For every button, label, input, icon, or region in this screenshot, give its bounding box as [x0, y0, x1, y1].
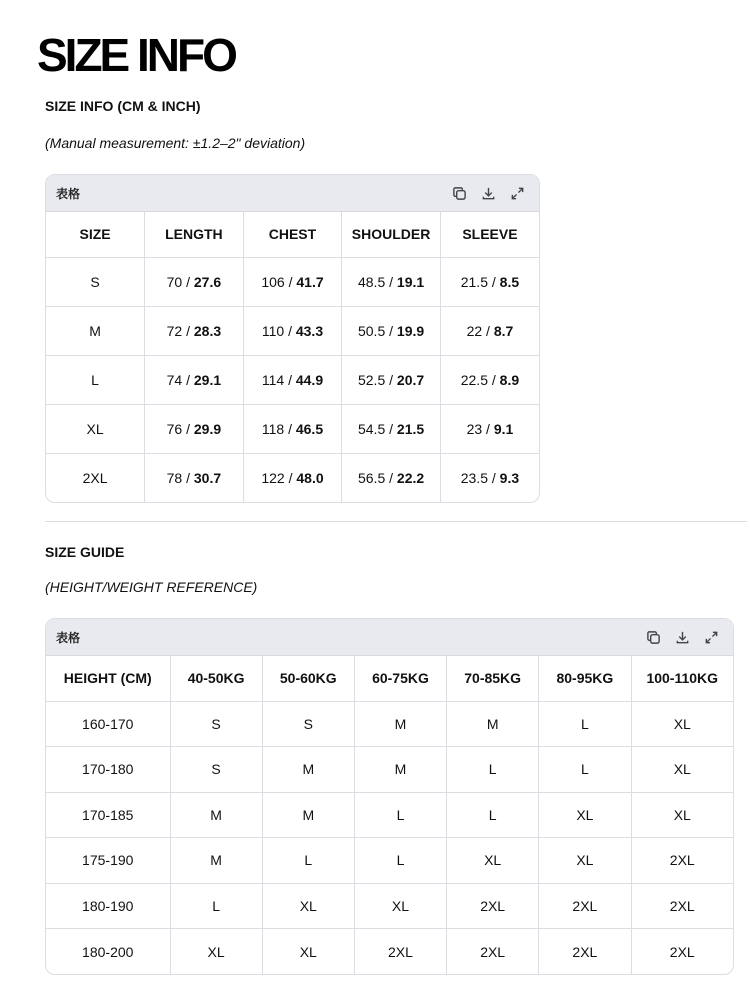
column-header: SIZE [46, 212, 145, 257]
section-divider [45, 521, 747, 522]
size-guide-table [46, 656, 733, 974]
size-info-note: (Manual measurement: ±1.2–2" deviation) [45, 135, 306, 151]
inch-value: 9.1 [493, 420, 514, 437]
size-cell: 2XL [354, 929, 446, 975]
size-cell: 2XL [631, 838, 733, 884]
inch-value: 21.5 [396, 420, 425, 437]
expand-icon[interactable] [701, 627, 721, 647]
inch-value: 46.5 [295, 420, 324, 437]
column-header: CHEST [243, 212, 342, 257]
column-header: 70-85KG [447, 656, 539, 701]
size-cell: XL [354, 883, 446, 929]
cm-value: 114 [261, 371, 285, 388]
cm-value: 21.5 [460, 273, 488, 290]
size-cell: M [262, 792, 354, 838]
size-cell: S [262, 701, 354, 747]
table-row [46, 883, 733, 929]
cm-value: 74 [166, 371, 183, 388]
table-header-bar [46, 619, 733, 656]
size-cell: M [447, 701, 539, 747]
table-label: 表格 [56, 186, 81, 201]
size-info-heading: SIZE INFO (CM & INCH) [45, 98, 201, 114]
table-row [46, 929, 733, 975]
expand-icon[interactable] [507, 183, 527, 203]
cm-value: 22.5 [460, 371, 488, 388]
measurement-cell: 56.5 / 22.2 [342, 453, 441, 502]
measurement-cell: 118 / 46.5 [243, 404, 342, 453]
size-cell: S [170, 747, 262, 793]
inch-value: 43.3 [295, 322, 324, 339]
cm-value: 118 [261, 420, 285, 437]
cm-value: 122 [261, 469, 285, 486]
table-row [46, 257, 539, 306]
table-toolbar [643, 627, 721, 647]
column-header: LENGTH [145, 212, 244, 257]
inch-value: 19.9 [396, 322, 425, 339]
measurement-cell: 23.5 / 9.3 [460, 469, 520, 486]
measurement-cell: 76 / 29.9 [145, 404, 244, 453]
column-header: 100-110KG [631, 656, 733, 701]
column-header: 40-50KG [170, 656, 262, 701]
inch-value: 41.7 [296, 273, 324, 290]
measurement-cell: 78 / 30.7 [145, 453, 244, 502]
size-cell: XL [170, 929, 262, 975]
size-cell: S [46, 257, 145, 306]
copy-icon[interactable] [643, 627, 663, 647]
cm-value: 50.5 [357, 322, 386, 339]
size-info-table [46, 212, 539, 502]
cm-value: 78 [166, 469, 183, 486]
measurement-cell: 70 / 27.6 [145, 257, 244, 306]
table-toolbar [449, 183, 527, 203]
size-cell: L [354, 792, 446, 838]
size-guide-heading: SIZE GUIDE [45, 544, 125, 560]
copy-icon[interactable] [449, 183, 469, 203]
size-cell: 2XL [669, 943, 695, 960]
size-cell: XL [631, 792, 733, 838]
inch-value: 19.1 [396, 273, 425, 290]
size-cell: XL [262, 929, 354, 975]
size-cell: L [354, 838, 446, 884]
column-header: 60-75KG [354, 656, 446, 701]
measurement-cell: 106 / 41.7 [243, 257, 342, 306]
cm-value: 23.5 [460, 469, 488, 486]
column-header: HEIGHT (CM) [46, 656, 170, 701]
size-cell: L [262, 838, 354, 884]
cm-value: 48.5 [357, 273, 386, 290]
measurement-cell: 22 / 8.7 [440, 306, 539, 355]
height-cell: 175-190 [46, 838, 170, 884]
inch-value: 44.9 [295, 371, 324, 388]
cm-value: 54.5 [357, 420, 386, 437]
size-cell: XL [631, 701, 733, 747]
column-header: SHOULDER [342, 212, 441, 257]
size-cell: 2XL [539, 929, 631, 975]
size-cell: M [170, 792, 262, 838]
size-cell: M [354, 701, 446, 747]
measurement-cell: 122 / 48.0 [243, 453, 342, 502]
measurement-cell: 21.5 / 8.5 [440, 257, 539, 306]
measurement-cell: 23 / 9.1 [440, 404, 539, 453]
cm-value: 76 [166, 420, 183, 437]
cm-value: 110 [261, 322, 285, 339]
table-row [46, 701, 733, 747]
inch-value: 8.5 [499, 273, 520, 290]
table-row [46, 453, 539, 502]
inch-value: 27.6 [193, 273, 222, 290]
size-cell: XL [539, 792, 631, 838]
measurement-cell: 50.5 / 19.9 [342, 306, 441, 355]
cm-value: 23 [466, 420, 483, 437]
column-header: 50-60KG [262, 656, 354, 701]
inch-value: 8.9 [499, 371, 520, 388]
table-label: 表格 [56, 630, 81, 645]
download-icon[interactable] [478, 183, 498, 203]
measurement-cell: 114 / 44.9 [243, 355, 342, 404]
size-cell: M [46, 306, 145, 355]
inch-value: 30.7 [193, 469, 222, 486]
height-cell: 170-180 [46, 747, 170, 793]
height-cell: 170-185 [46, 792, 170, 838]
column-header: SLEEVE [440, 212, 539, 257]
inch-value: 22.2 [396, 469, 425, 486]
size-cell: XL [539, 838, 631, 884]
inch-value: 48.0 [296, 469, 324, 486]
size-cell: 2XL [46, 453, 145, 502]
size-cell: S [170, 701, 262, 747]
cm-value: 52.5 [357, 371, 386, 388]
table-row [46, 747, 733, 793]
measurement-cell: 74 / 29.1 [145, 355, 244, 404]
size-cell: XL [631, 747, 733, 793]
measurement-cell: 110 / 43.3 [243, 306, 342, 355]
size-cell: L [447, 747, 539, 793]
table-row [46, 306, 539, 355]
size-cell: L [46, 355, 145, 404]
measurement-cell: 54.5 / 21.5 [342, 404, 441, 453]
size-cell: L [170, 883, 262, 929]
height-cell: 180-200 [46, 929, 170, 975]
table-row [46, 355, 539, 404]
column-header: 80-95KG [539, 656, 631, 701]
cm-value: 70 [166, 273, 183, 290]
table-row [46, 404, 539, 453]
measurement-cell: 52.5 / 20.7 [342, 355, 441, 404]
size-cell: M [354, 747, 446, 793]
measurement-cell: 72 / 28.3 [145, 306, 244, 355]
table-header-bar [46, 175, 539, 212]
size-guide-note: (HEIGHT/WEIGHT REFERENCE) [45, 579, 258, 595]
size-cell: M [170, 838, 262, 884]
cm-value: 106 [261, 273, 285, 290]
inch-value: 28.3 [193, 322, 222, 339]
cm-value: 72 [166, 322, 183, 339]
size-cell: XL [262, 883, 354, 929]
size-cell: L [539, 747, 631, 793]
inch-value: 9.3 [499, 469, 520, 486]
height-cell: 160-170 [46, 701, 170, 747]
size-cell: 2XL [447, 883, 539, 929]
size-cell: 2XL [447, 929, 539, 975]
page-title: SIZE INFO [37, 29, 235, 81]
inch-value: 8.7 [493, 322, 514, 339]
measurement-cell: 22.5 / 8.9 [440, 355, 539, 404]
table-row [46, 792, 733, 838]
size-cell: XL [447, 838, 539, 884]
size-cell: XL [46, 404, 145, 453]
inch-value: 20.7 [396, 371, 425, 388]
cm-value: 56.5 [357, 469, 386, 486]
size-cell: M [262, 747, 354, 793]
download-icon[interactable] [672, 627, 692, 647]
inch-value: 29.1 [193, 371, 222, 388]
size-cell: 2XL [631, 883, 733, 929]
size-info-table-card [45, 174, 540, 503]
size-cell: L [447, 792, 539, 838]
size-cell: L [539, 701, 631, 747]
size-cell: 2XL [539, 883, 631, 929]
inch-value: 29.9 [193, 420, 222, 437]
table-row [46, 838, 733, 884]
height-cell: 180-190 [46, 883, 170, 929]
measurement-cell: 48.5 / 19.1 [342, 257, 441, 306]
size-guide-table-card [45, 618, 734, 975]
cm-value: 22 [466, 322, 483, 339]
